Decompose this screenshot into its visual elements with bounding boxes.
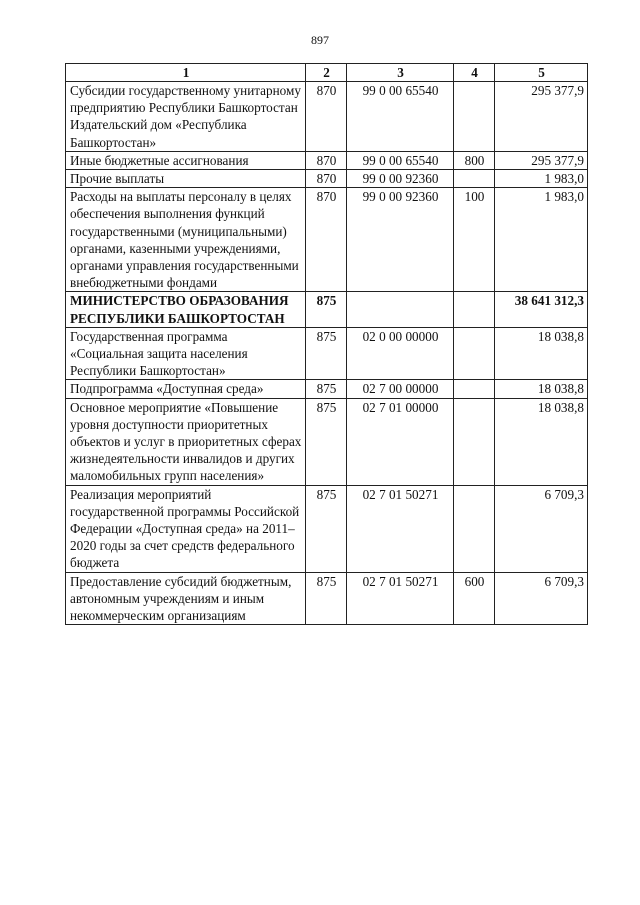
- row-ministry-code-cell: 870: [306, 170, 347, 188]
- row-amount-cell: 38 641 312,3: [495, 292, 588, 327]
- row-ministry-code-cell: 875: [306, 327, 347, 380]
- row-amount-cell: 18 038,8: [495, 327, 588, 380]
- page-number: 897: [311, 33, 329, 47]
- row-name-cell: Подпрограмма «Доступная среда»: [66, 380, 306, 398]
- row-amount-cell: 6 709,3: [495, 485, 588, 572]
- row-amount-cell: 1 983,0: [495, 188, 588, 292]
- table-row: [66, 151, 588, 169]
- table-row: [66, 170, 588, 188]
- table-row: [66, 82, 588, 152]
- header-col-1: 1: [66, 64, 306, 82]
- row-name-cell: Иные бюджетные ассигнования: [66, 151, 306, 169]
- table-header-row: [66, 64, 588, 82]
- row-ministry-code-cell: 875: [306, 380, 347, 398]
- row-name-cell: Основное мероприятие «Повышение уровня доступности приоритетных объектов и услуг в приоритетных сферах жизнедеятельности инвалидов и других маломобильных групп населения»: [66, 398, 306, 485]
- row-expense-type-cell: [454, 380, 495, 398]
- row-target-code-cell: 99 0 00 92360: [347, 188, 454, 292]
- row-expense-type-cell: [454, 485, 495, 572]
- row-name-cell: Государственная программа «Социальная защита населения Республики Башкортостан»: [66, 327, 306, 380]
- row-target-code-cell: [347, 292, 454, 327]
- row-target-code-cell: 99 0 00 65540: [347, 82, 454, 152]
- row-expense-type-cell: [454, 170, 495, 188]
- header-col-5: 5: [495, 64, 588, 82]
- row-target-code-cell: 02 7 01 00000: [347, 398, 454, 485]
- table-body: [66, 82, 588, 625]
- header-col-4: 4: [454, 64, 495, 82]
- row-ministry-code-cell: 875: [306, 572, 347, 625]
- table-row: [66, 292, 588, 327]
- header-col-3: 3: [347, 64, 454, 82]
- row-name-cell: МИНИСТЕРСТВО ОБРАЗОВАНИЯ РЕСПУБЛИКИ БАШКОРТОСТАН: [66, 292, 306, 327]
- row-expense-type-cell: 800: [454, 151, 495, 169]
- row-target-code-cell: 99 0 00 92360: [347, 170, 454, 188]
- row-ministry-code-cell: 875: [306, 292, 347, 327]
- budget-table: [65, 63, 588, 625]
- row-name-cell: Расходы на выплаты персоналу в целях обеспечения выполнения функций государственными (муниципальными) органами, казенными учреждениями, органами управления государственными внебюджетными фондами: [66, 188, 306, 292]
- row-name-cell: Реализация мероприятий государственной программы Российской Федерации «Доступная среда» на 2011–2020 годы за счет средств федерального бюджета: [66, 485, 306, 572]
- row-expense-type-cell: [454, 327, 495, 380]
- row-expense-type-cell: 600: [454, 572, 495, 625]
- row-ministry-code-cell: 875: [306, 485, 347, 572]
- row-ministry-code-cell: 870: [306, 82, 347, 152]
- table-row: [66, 485, 588, 572]
- row-target-code-cell: 02 0 00 00000: [347, 327, 454, 380]
- table-row: [66, 398, 588, 485]
- row-name-cell: Субсидии государственному унитарному предприятию Республики Башкортостан Издательский дом «Республика Башкортостан»: [66, 82, 306, 152]
- row-target-code-cell: 02 7 01 50271: [347, 485, 454, 572]
- row-target-code-cell: 99 0 00 65540: [347, 151, 454, 169]
- table-row: [66, 572, 588, 625]
- table-row: [66, 188, 588, 292]
- row-expense-type-cell: 100: [454, 188, 495, 292]
- row-amount-cell: 6 709,3: [495, 572, 588, 625]
- row-name-cell: Прочие выплаты: [66, 170, 306, 188]
- table-row: [66, 327, 588, 380]
- row-expense-type-cell: [454, 292, 495, 327]
- row-expense-type-cell: [454, 82, 495, 152]
- row-amount-cell: 295 377,9: [495, 82, 588, 152]
- row-target-code-cell: 02 7 00 00000: [347, 380, 454, 398]
- row-target-code-cell: 02 7 01 50271: [347, 572, 454, 625]
- header-col-2: 2: [306, 64, 347, 82]
- row-amount-cell: 1 983,0: [495, 170, 588, 188]
- row-name-cell: Предоставление субсидий бюджетным, автономным учреждениям и иным некоммерческим организациям: [66, 572, 306, 625]
- row-expense-type-cell: [454, 398, 495, 485]
- row-amount-cell: 18 038,8: [495, 380, 588, 398]
- row-ministry-code-cell: 870: [306, 151, 347, 169]
- row-ministry-code-cell: 870: [306, 188, 347, 292]
- table-row: [66, 380, 588, 398]
- row-amount-cell: 295 377,9: [495, 151, 588, 169]
- row-ministry-code-cell: 875: [306, 398, 347, 485]
- row-amount-cell: 18 038,8: [495, 398, 588, 485]
